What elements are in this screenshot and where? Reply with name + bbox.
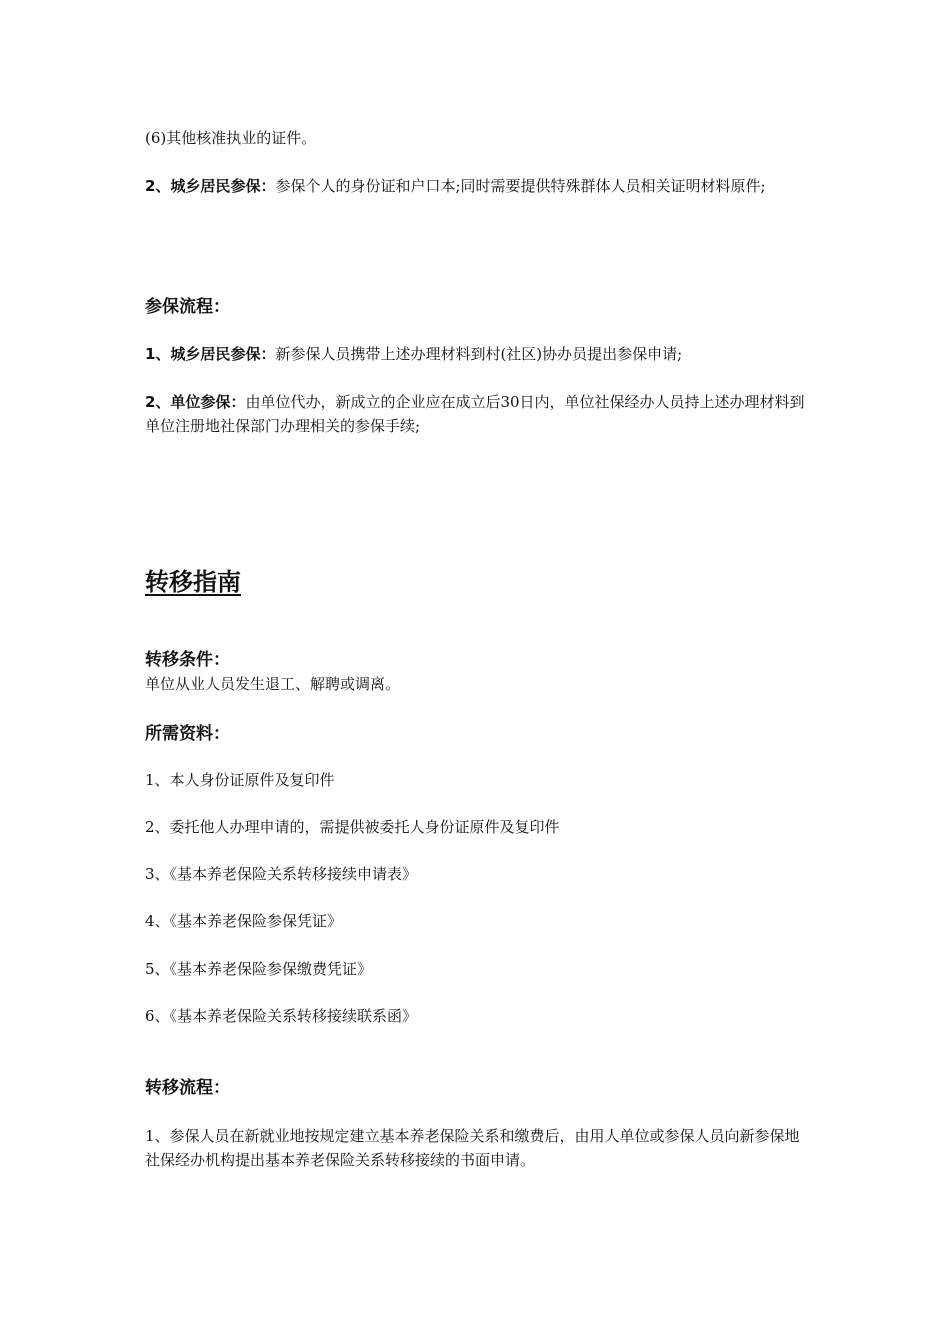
enroll-process-heading: 参保流程： xyxy=(145,297,230,317)
intro-item-city-rural-label: 2、城乡居民参保： xyxy=(145,177,276,195)
materials-item-6: 6、《基本养老保险关系转移接续联系函》 xyxy=(145,1007,418,1025)
enroll-process-item-1-label: 1、城乡居民参保： xyxy=(145,345,276,363)
materials-item-3: 3、《基本养老保险关系转移接续申请表》 xyxy=(145,865,418,883)
intro-item-6: (6)其他核准执业的证件。 xyxy=(145,129,317,147)
enroll-process-item-2 xyxy=(145,390,805,438)
materials-heading: 所需资料： xyxy=(145,724,230,744)
materials-item-4: 4、《基本养老保险参保凭证》 xyxy=(145,912,343,930)
enroll-process-item-1-text: 新参保人员携带上述办理材料到村(社区)协办员提出参保申请; xyxy=(275,345,683,363)
transfer-conditions-text: 单位从业人员发生退工、解聘或调离。 xyxy=(145,675,401,693)
enroll-process-item-2-label: 2、单位参保： xyxy=(145,393,246,411)
transfer-process-item-1: 1、参保人员在新就业地按规定建立基本养老保险关系和缴费后，由用人单位或参保人员向新参保地社保经办机构提出基本养老保险关系转移接续的书面申请。 xyxy=(145,1127,800,1169)
intro-item-city-rural-text: 参保个人的身份证和户口本;同时需要提供特殊群体人员相关证明材料原件; xyxy=(275,177,766,195)
enroll-process-item-1 xyxy=(145,342,805,366)
materials-item-1: 1、本人身份证原件及复印件 xyxy=(145,771,335,789)
transfer-process-heading: 转移流程： xyxy=(145,1078,230,1098)
materials-item-2: 2、委托他人办理申请的，需提供被委托人身份证原件及复印件 xyxy=(145,818,560,836)
materials-item-5: 5、《基本养老保险参保缴费凭证》 xyxy=(145,960,373,978)
transfer-guide-title: 转移指南 xyxy=(145,568,241,596)
intro-item-city-rural xyxy=(145,174,805,198)
transfer-conditions-heading: 转移条件： xyxy=(145,650,230,670)
enroll-process-item-2-text: 由单位代办，新成立的企业应在成立后30日内，单位社保经办人员持上述办理材料到单位注册地社保部门办理相关的参保手续; xyxy=(145,393,805,435)
